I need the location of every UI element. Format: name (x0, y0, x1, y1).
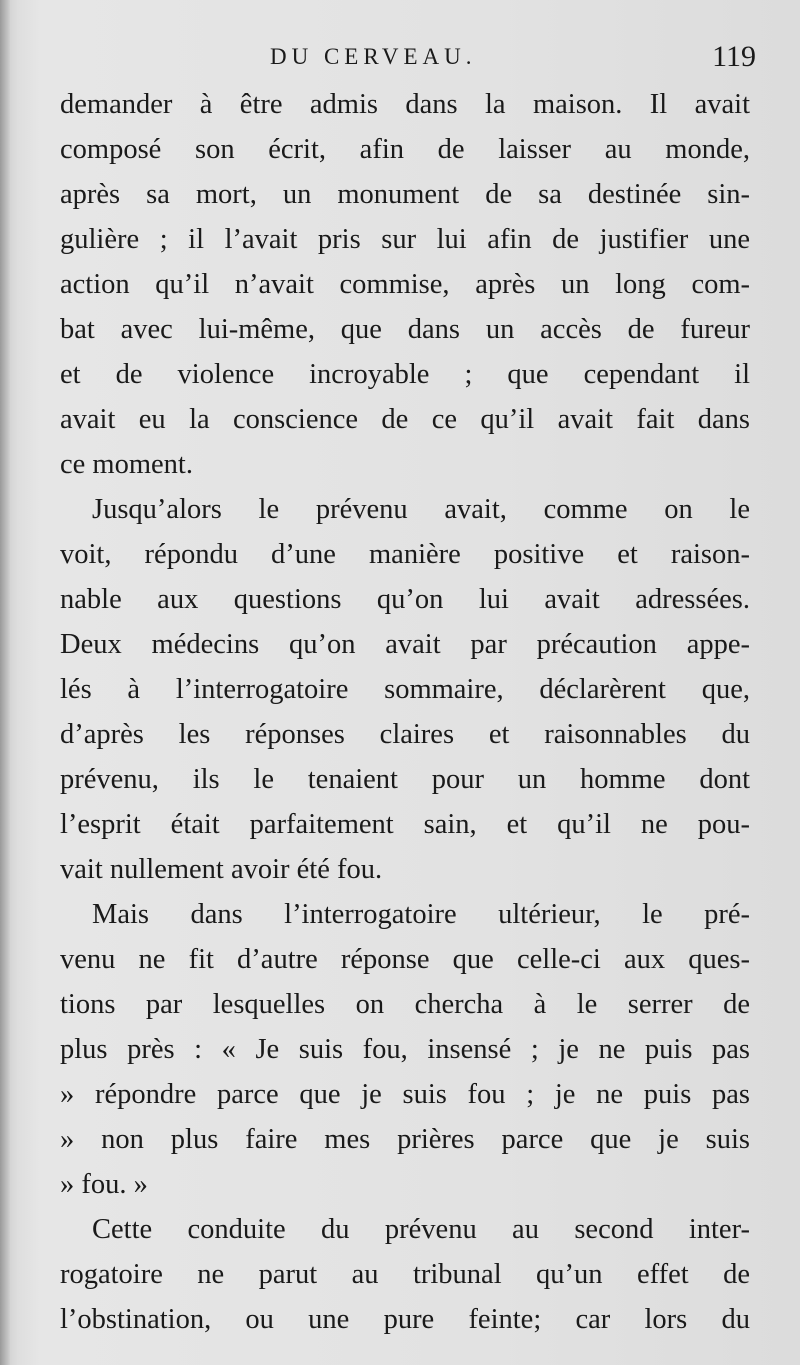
running-head-title: DU CERVEAU. (270, 44, 477, 69)
text-line: gulière ; il l’avait pris sur lui afin de justifier une (60, 224, 750, 255)
text-line: et de violence incroyable ; que cependant il (60, 359, 750, 390)
text-line: l’obstination, ou une pure feinte; car lors du (60, 1304, 750, 1335)
text-line: vait nullement avoir été fou. (60, 854, 383, 885)
text-line: après sa mort, un monument de sa destinée sin- (60, 179, 750, 210)
text-line: Cette conduite du prévenu au second inter- (92, 1214, 750, 1245)
text-line: ce moment. (60, 449, 193, 480)
text-line: Jusqu’alors le prévenu avait, comme on le (92, 494, 750, 525)
page-binding-shadow (0, 0, 10, 1365)
text-line: nable aux questions qu’on lui avait adressées. (60, 584, 750, 615)
text-line: Mais dans l’interrogatoire ultérieur, le pré- (92, 899, 750, 930)
text-line: tions par lesquelles on chercha à le serrer de (60, 989, 750, 1020)
text-line: prévenu, ils le tenaient pour un homme dont (60, 764, 750, 795)
text-line: Deux médecins qu’on avait par précaution appe- (60, 629, 750, 660)
text-line: avait eu la conscience de ce qu’il avait fait dans (60, 404, 750, 435)
text-line: » non plus faire mes prières parce que je suis (60, 1124, 750, 1155)
text-line: lés à l’interrogatoire sommaire, déclarèrent que, (60, 674, 750, 705)
text-line: venu ne fit d’autre réponse que celle-ci aux ques- (60, 944, 750, 975)
page-number: 119 (712, 40, 756, 73)
text-line: » fou. » (60, 1169, 148, 1200)
text-line: demander à être admis dans la maison. Il avait (60, 89, 750, 120)
text-line: bat avec lui-même, que dans un accès de fureur (60, 314, 750, 345)
text-line: rogatoire ne parut au tribunal qu’un effet de (60, 1259, 750, 1290)
text-line: action qu’il n’avait commise, après un long com- (60, 269, 750, 300)
text-line: » répondre parce que je suis fou ; je ne puis pas (60, 1079, 750, 1110)
running-head (60, 36, 756, 84)
text-line: composé son écrit, afin de laisser au monde, (60, 134, 750, 165)
text-line: plus près : « Je suis fou, insensé ; je ne puis pas (60, 1034, 750, 1065)
text-line: voit, répondu d’une manière positive et raison- (60, 539, 750, 570)
text-line: l’esprit était parfaitement sain, et qu’il ne pou- (60, 809, 750, 840)
text-line: d’après les réponses claires et raisonnables du (60, 719, 750, 750)
body-text (60, 82, 750, 1342)
